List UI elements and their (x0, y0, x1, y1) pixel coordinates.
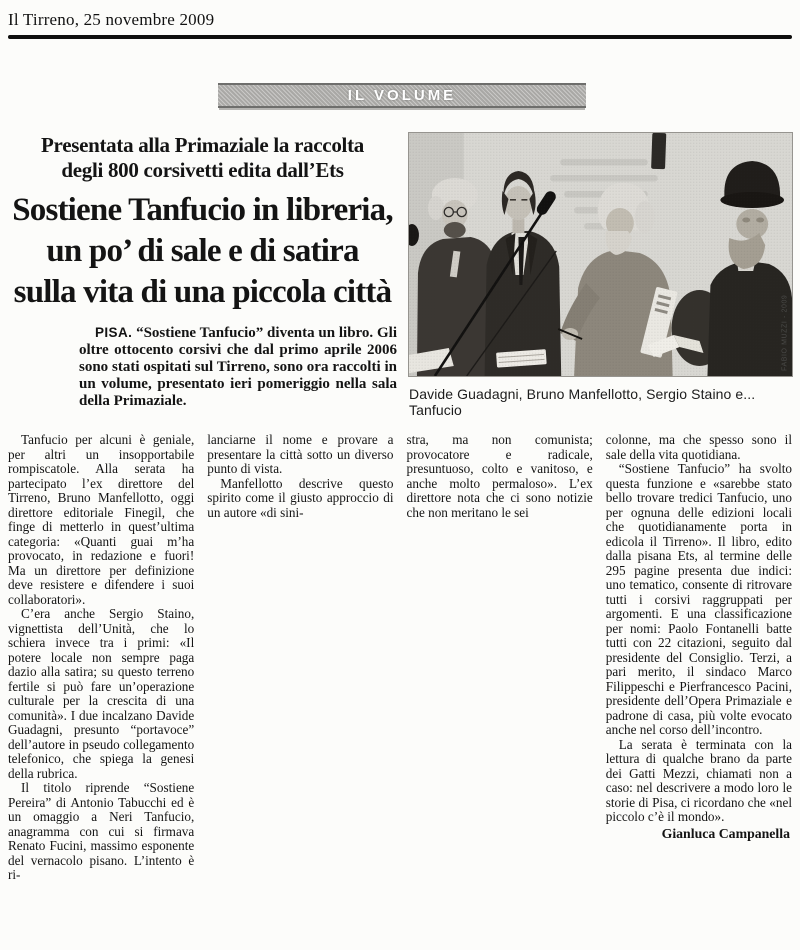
event-photo (409, 133, 792, 376)
paragraph: Tanfucio per alcuni è geniale, per altri un insopportabile rompiscatole. Alla serata ha partecipato l’ex direttore del Tirreno, Bruno Manfellotto, oggi direttore editoriale Finegil, che finge di metterlo in quest’ultima categoria: «Quanti guai m’ha provocato, in redazione e fuori! Ma un direttore per definizione deve resistere e difendere i suoi collaboratori». (8, 432, 195, 607)
lead-location: PISA. (95, 325, 133, 340)
paragraph: stra, ma non comunista; provocatore e radicale, presuntuoso, colto e vanitoso, e anche molto permaloso». L’ex direttore nota che ci sono notizie che non meritano le sei (406, 432, 593, 520)
paragraph: lanciarne il nome e provare a presentare la città sotto un diverso punto di vista. (207, 432, 394, 476)
byline: Gianluca Campanella (661, 825, 790, 841)
section-label: IL VOLUME (347, 87, 457, 104)
headline-block (8, 133, 397, 418)
paragraph: Il titolo riprende “Sostiene Pereira” di Antonio Tabucchi ed è un omaggio a Neri Tanfucio, anagramma con cui si firmava Renato Fucini, massimo esponente del vernacolo pisano. L’intento è ri- (8, 780, 195, 882)
paragraph: La serata è terminata con la lettura di qualche brano da parte dei Gatti Mezzi, chiamati non a caso: nel descrivere a modo loro le storie di Pisa, ci ricordano che «nel piccolo c’è il mondo». (605, 736, 792, 824)
headline-line-2: un po’ di sale e di satira (46, 233, 359, 269)
lead-text: “Sostiene Tanfucio” diventa un libro. Gli oltre ottocento corsivi che dal primo aprile 2006 sono stati ospitati sul Tirreno, sono ora raccolti in un volume, presentato ieri pomeriggio nella sala della Primaziale. (79, 325, 397, 409)
halftone-overlay (409, 133, 792, 376)
event-photo-illustration (409, 133, 792, 376)
article-body (8, 433, 792, 883)
paragraph: “Sostiene Tanfucio” ha svolto questa funzione e «sarebbe stato bello trovare tredici Tanfucio, uno per ognuna delle edizioni locali che quotidianamente porta in edicola il Tirreno». Il libro, edito dalla pisana Ets, al termine delle 295 pagine presenta due indici: uno tematico, consente di ritrovare tutti i corsivi raggruppati per argomenti. E una classificazione per nomi: Paolo Fontanelli batte tutti con 22 citazioni, seguito dal presidente del Consiglio. Terzi, a pari merito, il sindaco Marco Filippeschi e Pierfrancesco Pacini, presidente dell’Opera Primaziale e padrone di casa, più volte evocato anche nel corso dell’incontro. (605, 461, 792, 737)
masthead-dateline: Il Tirreno, 25 novembre 2009 (8, 10, 215, 29)
body-column-4 (606, 433, 792, 883)
kicker-line-1: Presentata alla Primaziale la raccolta (41, 133, 364, 157)
photo-block (409, 133, 792, 418)
masthead-rule (8, 35, 792, 39)
headline-line-1: Sostiene Tanfucio in libreria, (12, 192, 393, 228)
kicker-line-2: degli 800 corsivetti edita dall’Ets (61, 158, 344, 182)
kicker (8, 133, 397, 183)
body-column-1 (8, 433, 194, 883)
headline (8, 190, 397, 313)
photo-caption: Davide Guadagni, Bruno Manfellotto, Sergio Staino e... Tanfucio (409, 386, 756, 418)
body-column-2 (207, 433, 393, 883)
lead-paragraph (79, 324, 397, 410)
section-bar (218, 83, 586, 108)
article-head-row (8, 133, 792, 418)
photo-credit: FABIO MUZZI - 2009 (781, 294, 789, 371)
paragraph: C’era anche Sergio Staino, vignettista dell’Unità, che lo schiera invece tra i primi: «Il potere locale non sempre paga dazio alla satira; su questo terreno fertile si può fare un’operazione culturale per la crescita di una comunità». I due incalzano Davide Guadagni, presunto “portavoce” dell’autore in pseudo collegamento telefonico, che spiega la genesi della rubrica. (8, 606, 195, 781)
paragraph: Manfellotto descrive questo spirito come il giusto approccio di un autore «di sini- (207, 475, 394, 520)
body-column-3 (407, 433, 593, 883)
headline-line-3: sulla vita di una piccola città (13, 274, 392, 310)
paragraph: colonne, ma che spesso sono il sale della vita quotidiana. (605, 432, 792, 462)
